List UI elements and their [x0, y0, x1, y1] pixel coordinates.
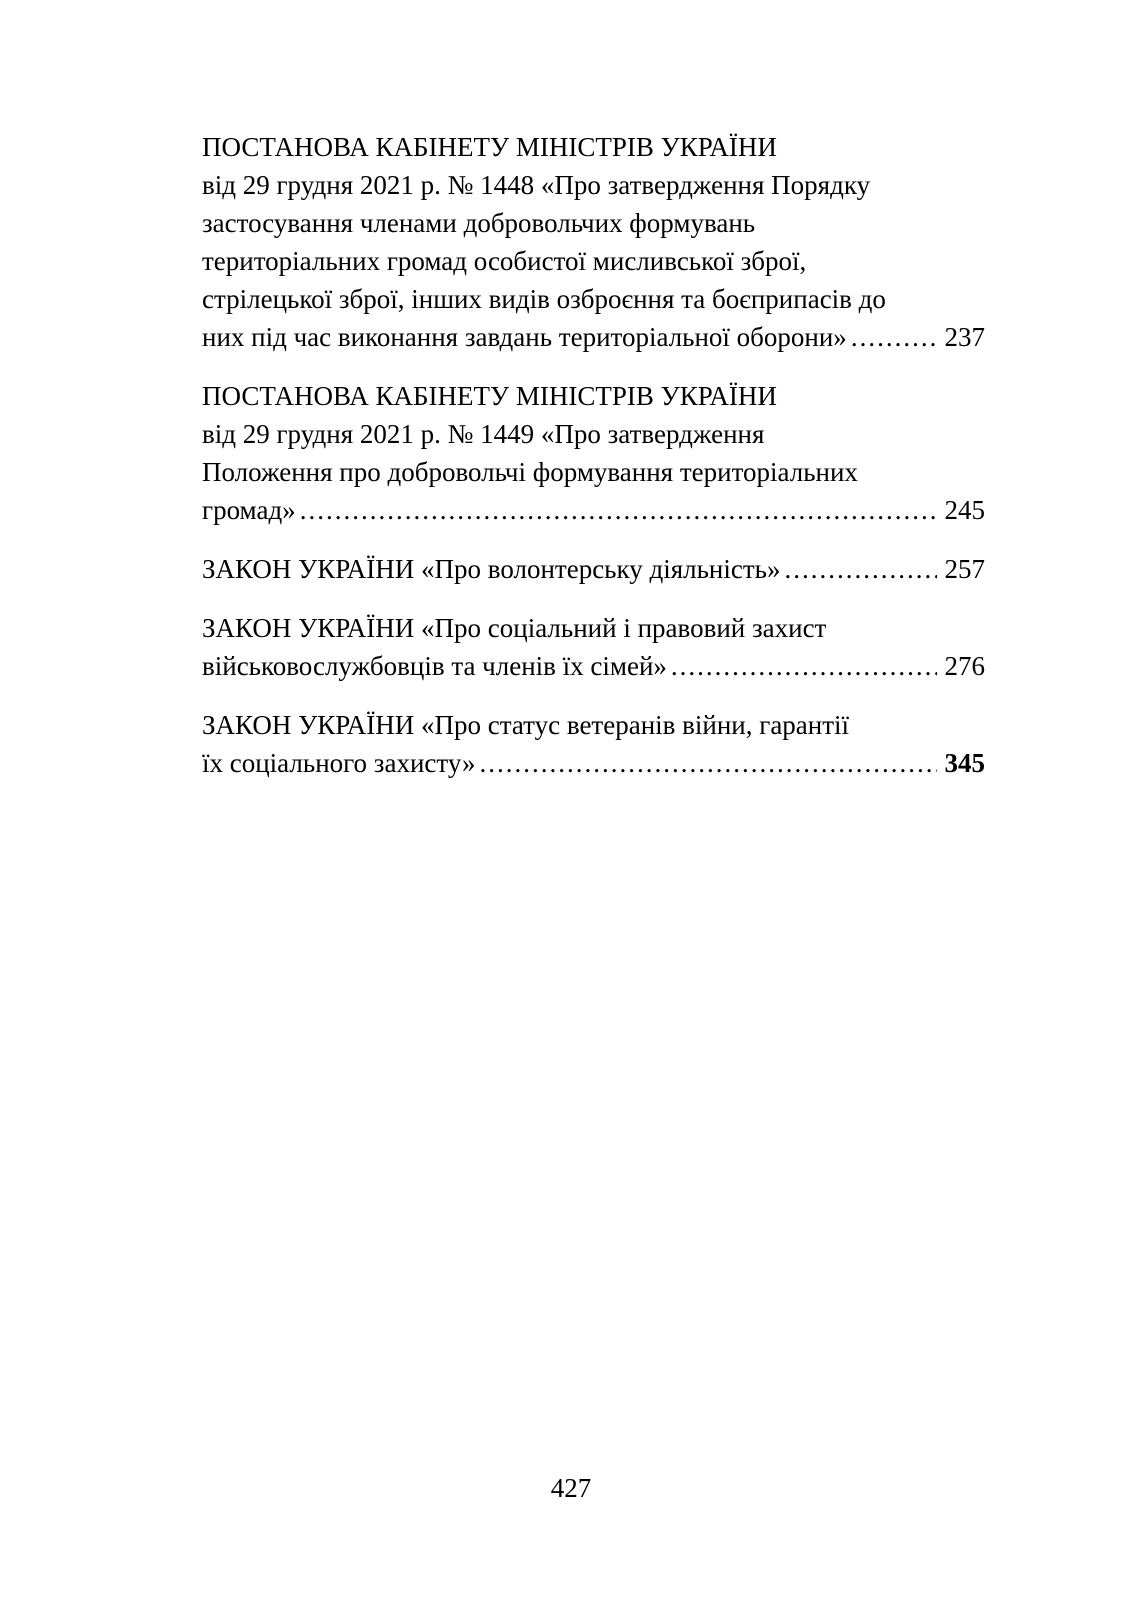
toc-entry-text: ЗАКОН УКРАЇНИ «Про волонтерську діяльність»	[202, 554, 781, 584]
toc-page-number: 345	[944, 748, 985, 778]
toc-entry-last-line	[202, 318, 985, 356]
toc-entry	[202, 377, 985, 529]
toc-list	[202, 128, 985, 803]
toc-entry-line: ПОСТАНОВА КАБІНЕТУ МІНІСТРІВ УКРАЇНИ	[202, 381, 777, 411]
toc-entry-line: від 29 грудня 2021 р. № 1448 «Про затвердження Порядку	[202, 170, 871, 200]
toc-entry-line: ЗАКОН УКРАЇНИ «Про соціальний і правовий захист	[202, 613, 827, 643]
dot-leader	[851, 318, 937, 356]
toc-entry-line: стрілецької зброї, інших видів озброєння та боєприпасів до	[202, 284, 886, 314]
toc-entry-last-line	[202, 550, 985, 588]
toc-entry-line: Положення про добровольчі формування територіальних	[202, 457, 858, 487]
toc-entry-last-line	[202, 647, 985, 685]
toc-page-number: 237	[944, 322, 985, 352]
toc-entry	[202, 550, 985, 588]
toc-page-number: 245	[944, 495, 985, 525]
toc-entry	[202, 609, 985, 685]
toc-page-number: 276	[944, 651, 985, 681]
toc-entry-line: ЗАКОН УКРАЇНИ «Про статус ветеранів війни, гарантії	[202, 710, 850, 740]
toc-entry-text: них під час виконання завдань територіальної оборони»	[202, 322, 847, 352]
toc-entry	[202, 128, 985, 356]
dot-leader	[671, 647, 937, 685]
toc-entry-last-line	[202, 491, 985, 529]
toc-entry-text: військовослужбовців та членів їх сімей»	[202, 651, 667, 681]
dot-leader	[300, 491, 937, 529]
toc-entry-line: ПОСТАНОВА КАБІНЕТУ МІНІСТРІВ УКРАЇНИ	[202, 132, 777, 162]
toc-entry-line: застосування членами добровольчих формувань	[202, 208, 756, 238]
toc-entry-text: громад»	[202, 495, 296, 525]
dot-leader	[480, 744, 937, 782]
page-number: 427	[550, 1473, 592, 1503]
toc-entry-text: їх соціального захисту»	[202, 748, 476, 778]
toc-entry	[202, 706, 985, 782]
toc-entry-line: від 29 грудня 2021 р. № 1449 «Про затвердження	[202, 419, 765, 449]
toc-entry-line: територіальних громад особистої мисливської зброї,	[202, 246, 807, 276]
toc-entry-last-line	[202, 744, 985, 782]
toc-page-number: 257	[944, 554, 985, 584]
dot-leader	[784, 550, 936, 588]
